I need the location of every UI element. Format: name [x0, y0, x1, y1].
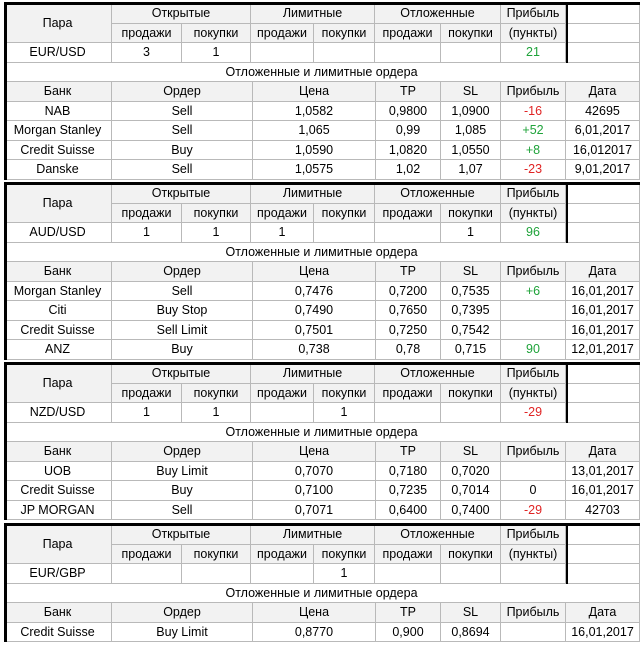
orders-title: Отложенные и лимитные ордера — [4, 63, 640, 83]
summary-value: 1 — [314, 564, 375, 584]
sells-subheader: продажи — [251, 24, 314, 44]
order-header: Ордер — [112, 262, 253, 282]
order-date-cell: 16,01,2017 — [566, 481, 640, 501]
profit-points-value: 21 — [501, 43, 566, 63]
tp-header: TP — [376, 262, 441, 282]
order-sl-cell: 1,0550 — [441, 141, 501, 161]
order-bank-cell: Credit Suisse — [4, 321, 112, 341]
empty-cell — [566, 403, 640, 423]
order-price-cell: 0,7071 — [253, 501, 376, 521]
order-header: Ордер — [112, 603, 253, 623]
buys-subheader: покупки — [314, 384, 375, 404]
profit-points-value — [501, 564, 566, 584]
bank-header: Банк — [4, 603, 112, 623]
order-order-cell: Buy — [112, 481, 253, 501]
summary-value: 1 — [182, 403, 251, 423]
date-header: Дата — [566, 262, 640, 282]
order-bank-cell: Credit Suisse — [4, 481, 112, 501]
order-profit-cell — [501, 623, 566, 643]
order-order-cell: Sell — [112, 121, 253, 141]
sells-subheader: продажи — [251, 204, 314, 224]
summary-right-border — [566, 182, 568, 243]
bank-header: Банк — [4, 262, 112, 282]
order-price-cell: 0,7490 — [253, 301, 376, 321]
order-price-cell: 0,738 — [253, 340, 376, 360]
order-sl-cell: 1,085 — [441, 121, 501, 141]
summary-value — [375, 564, 441, 584]
price-header: Цена — [253, 442, 376, 462]
order-tp-cell: 1,0820 — [376, 141, 441, 161]
pair-value: AUD/USD — [4, 223, 112, 243]
summary-value: 1 — [441, 223, 501, 243]
orders-title: Отложенные и лимитные ордера — [4, 584, 640, 604]
profit-header: Прибыль — [501, 364, 566, 384]
sells-subheader: продажи — [112, 24, 182, 44]
buys-subheader: покупки — [182, 24, 251, 44]
orders-title: Отложенные и лимитные ордера — [4, 423, 640, 443]
summary-right-border — [566, 2, 568, 63]
pending-header: Отложенные — [375, 4, 501, 24]
order-price-cell: 0,7501 — [253, 321, 376, 341]
points-subheader: (пункты) — [501, 384, 566, 404]
order-sl-cell: 0,7395 — [441, 301, 501, 321]
sl-header: SL — [441, 603, 501, 623]
buys-subheader: покупки — [441, 24, 501, 44]
pending-header: Отложенные — [375, 525, 501, 545]
open-header: Открытые — [112, 4, 251, 24]
sells-subheader: продажи — [375, 384, 441, 404]
open-header: Открытые — [112, 525, 251, 545]
block-top-border — [4, 182, 640, 185]
profit-col-header: Прибыль — [501, 603, 566, 623]
order-bank-cell: NAB — [4, 102, 112, 122]
pair-header: Пара — [4, 525, 112, 564]
empty-cell — [566, 545, 640, 565]
summary-value — [441, 403, 501, 423]
order-bank-cell: UOB — [4, 462, 112, 482]
order-date-cell: 16,01,2017 — [566, 301, 640, 321]
summary-value — [314, 223, 375, 243]
sells-subheader: продажи — [375, 24, 441, 44]
buys-subheader: покупки — [441, 384, 501, 404]
order-bank-cell: JP MORGAN — [4, 501, 112, 521]
summary-value — [251, 43, 314, 63]
buys-subheader: покупки — [182, 204, 251, 224]
order-tp-cell: 0,900 — [376, 623, 441, 643]
summary-value: 1 — [182, 43, 251, 63]
order-sl-cell: 0,7535 — [441, 282, 501, 302]
pair-block-nzd-usd — [4, 364, 640, 520]
summary-value — [375, 223, 441, 243]
order-price-cell: 1,065 — [253, 121, 376, 141]
empty-cell — [566, 4, 640, 24]
order-order-cell: Sell — [112, 160, 253, 180]
order-order-cell: Buy Limit — [112, 462, 253, 482]
order-profit-cell: 90 — [501, 340, 566, 360]
price-header: Цена — [253, 82, 376, 102]
order-sl-cell: 0,7020 — [441, 462, 501, 482]
profit-header: Прибыль — [501, 4, 566, 24]
empty-cell — [566, 204, 640, 224]
block-left-border — [4, 523, 7, 642]
block-left-border — [4, 182, 7, 360]
order-profit-cell: -23 — [501, 160, 566, 180]
order-sl-cell: 0,7400 — [441, 501, 501, 521]
sells-subheader: продажи — [112, 545, 182, 565]
order-profit-cell: 0 — [501, 481, 566, 501]
order-order-cell: Sell — [112, 282, 253, 302]
summary-value — [441, 43, 501, 63]
order-tp-cell: 0,7650 — [376, 301, 441, 321]
order-price-cell: 0,7100 — [253, 481, 376, 501]
block-left-border — [4, 2, 7, 180]
order-order-cell: Sell Limit — [112, 321, 253, 341]
summary-value — [251, 564, 314, 584]
summary-value — [251, 403, 314, 423]
summary-value — [375, 403, 441, 423]
order-price-cell: 0,7070 — [253, 462, 376, 482]
order-header: Ордер — [112, 82, 253, 102]
order-bank-cell: Danske — [4, 160, 112, 180]
buys-subheader: покупки — [182, 384, 251, 404]
order-profit-cell — [501, 321, 566, 341]
points-subheader: (пункты) — [501, 204, 566, 224]
summary-value — [112, 564, 182, 584]
summary-value — [441, 564, 501, 584]
order-tp-cell: 1,02 — [376, 160, 441, 180]
order-profit-cell — [501, 462, 566, 482]
pair-header: Пара — [4, 364, 112, 403]
summary-value — [182, 564, 251, 584]
points-subheader: (пункты) — [501, 545, 566, 565]
summary-value — [314, 43, 375, 63]
order-profit-cell: +52 — [501, 121, 566, 141]
order-sl-cell: 0,7014 — [441, 481, 501, 501]
empty-cell — [566, 24, 640, 44]
sells-subheader: продажи — [112, 204, 182, 224]
summary-value: 1 — [182, 223, 251, 243]
sells-subheader: продажи — [112, 384, 182, 404]
order-order-cell: Buy — [112, 141, 253, 161]
order-profit-cell — [501, 301, 566, 321]
empty-cell — [566, 384, 640, 404]
order-price-cell: 1,0582 — [253, 102, 376, 122]
order-sl-cell: 0,715 — [441, 340, 501, 360]
order-sl-cell: 0,7542 — [441, 321, 501, 341]
order-bank-cell: Credit Suisse — [4, 623, 112, 643]
profit-col-header: Прибыль — [501, 262, 566, 282]
order-bank-cell: Credit Suisse — [4, 141, 112, 161]
order-date-cell: 16,01,2017 — [566, 623, 640, 643]
pair-value: EUR/USD — [4, 43, 112, 63]
date-header: Дата — [566, 442, 640, 462]
order-price-cell: 0,7476 — [253, 282, 376, 302]
sl-header: SL — [441, 82, 501, 102]
orders-title: Отложенные и лимитные ордера — [4, 243, 640, 263]
profit-header: Прибыль — [501, 184, 566, 204]
pair-value: EUR/GBP — [4, 564, 112, 584]
order-sl-cell: 0,8694 — [441, 623, 501, 643]
sells-subheader: продажи — [375, 204, 441, 224]
summary-value: 1 — [314, 403, 375, 423]
tp-header: TP — [376, 82, 441, 102]
order-tp-cell: 0,7235 — [376, 481, 441, 501]
empty-cell — [566, 43, 640, 63]
open-header: Открытые — [112, 184, 251, 204]
pair-block-eur-usd — [4, 4, 640, 180]
empty-cell — [566, 223, 640, 243]
sl-header: SL — [441, 442, 501, 462]
sells-subheader: продажи — [251, 545, 314, 565]
open-header: Открытые — [112, 364, 251, 384]
order-date-cell: 6,01,2017 — [566, 121, 640, 141]
empty-cell — [566, 564, 640, 584]
order-profit-cell: -16 — [501, 102, 566, 122]
pending-header: Отложенные — [375, 184, 501, 204]
order-profit-cell: +8 — [501, 141, 566, 161]
order-price-cell: 1,0590 — [253, 141, 376, 161]
order-order-cell: Buy Limit — [112, 623, 253, 643]
points-subheader: (пункты) — [501, 24, 566, 44]
limit-header: Лимитные — [251, 184, 375, 204]
block-top-border — [4, 2, 640, 5]
limit-header: Лимитные — [251, 364, 375, 384]
order-header: Ордер — [112, 442, 253, 462]
order-sl-cell: 1,07 — [441, 160, 501, 180]
pair-header: Пара — [4, 4, 112, 43]
order-date-cell: 42703 — [566, 501, 640, 521]
order-date-cell: 12,01,2017 — [566, 340, 640, 360]
order-tp-cell: 0,7250 — [376, 321, 441, 341]
profit-header: Прибыль — [501, 525, 566, 545]
order-bank-cell: Citi — [4, 301, 112, 321]
order-bank-cell: Morgan Stanley — [4, 121, 112, 141]
block-left-border — [4, 362, 7, 520]
profit-points-value: 96 — [501, 223, 566, 243]
price-header: Цена — [253, 603, 376, 623]
sl-header: SL — [441, 262, 501, 282]
buys-subheader: покупки — [314, 204, 375, 224]
empty-cell — [566, 364, 640, 384]
order-tp-cell: 0,7180 — [376, 462, 441, 482]
summary-value: 1 — [112, 223, 182, 243]
order-date-cell: 9,01,2017 — [566, 160, 640, 180]
order-tp-cell: 0,9800 — [376, 102, 441, 122]
order-date-cell: 16,012017 — [566, 141, 640, 161]
date-header: Дата — [566, 603, 640, 623]
order-tp-cell: 0,7200 — [376, 282, 441, 302]
tp-header: TP — [376, 442, 441, 462]
buys-subheader: покупки — [182, 545, 251, 565]
profit-col-header: Прибыль — [501, 82, 566, 102]
profit-points-value: -29 — [501, 403, 566, 423]
tp-header: TP — [376, 603, 441, 623]
summary-value — [375, 43, 441, 63]
order-price-cell: 1,0575 — [253, 160, 376, 180]
pending-header: Отложенные — [375, 364, 501, 384]
order-profit-cell: +6 — [501, 282, 566, 302]
summary-right-border — [566, 523, 568, 584]
order-tp-cell: 0,78 — [376, 340, 441, 360]
buys-subheader: покупки — [314, 545, 375, 565]
bank-header: Банк — [4, 442, 112, 462]
buys-subheader: покупки — [441, 545, 501, 565]
order-order-cell: Sell — [112, 501, 253, 521]
limit-header: Лимитные — [251, 4, 375, 24]
empty-cell — [566, 184, 640, 204]
order-order-cell: Buy — [112, 340, 253, 360]
order-tp-cell: 0,6400 — [376, 501, 441, 521]
block-top-border — [4, 523, 640, 526]
limit-header: Лимитные — [251, 525, 375, 545]
buys-subheader: покупки — [441, 204, 501, 224]
summary-value: 3 — [112, 43, 182, 63]
order-tp-cell: 0,99 — [376, 121, 441, 141]
bank-header: Банк — [4, 82, 112, 102]
summary-value: 1 — [251, 223, 314, 243]
order-sl-cell: 1,0900 — [441, 102, 501, 122]
profit-col-header: Прибыль — [501, 442, 566, 462]
block-top-border — [4, 362, 640, 365]
pair-value: NZD/USD — [4, 403, 112, 423]
order-price-cell: 0,8770 — [253, 623, 376, 643]
pair-header: Пара — [4, 184, 112, 223]
order-date-cell: 42695 — [566, 102, 640, 122]
order-bank-cell: Morgan Stanley — [4, 282, 112, 302]
summary-right-border — [566, 362, 568, 423]
order-order-cell: Sell — [112, 102, 253, 122]
sells-subheader: продажи — [375, 545, 441, 565]
order-bank-cell: ANZ — [4, 340, 112, 360]
price-header: Цена — [253, 262, 376, 282]
order-profit-cell: -29 — [501, 501, 566, 521]
empty-cell — [566, 525, 640, 545]
sells-subheader: продажи — [251, 384, 314, 404]
summary-value: 1 — [112, 403, 182, 423]
order-date-cell: 13,01,2017 — [566, 462, 640, 482]
date-header: Дата — [566, 82, 640, 102]
order-date-cell: 16,01,2017 — [566, 321, 640, 341]
pair-block-aud-usd — [4, 184, 640, 360]
order-order-cell: Buy Stop — [112, 301, 253, 321]
pair-block-eur-gbp — [4, 525, 640, 642]
buys-subheader: покупки — [314, 24, 375, 44]
order-date-cell: 16,01,2017 — [566, 282, 640, 302]
